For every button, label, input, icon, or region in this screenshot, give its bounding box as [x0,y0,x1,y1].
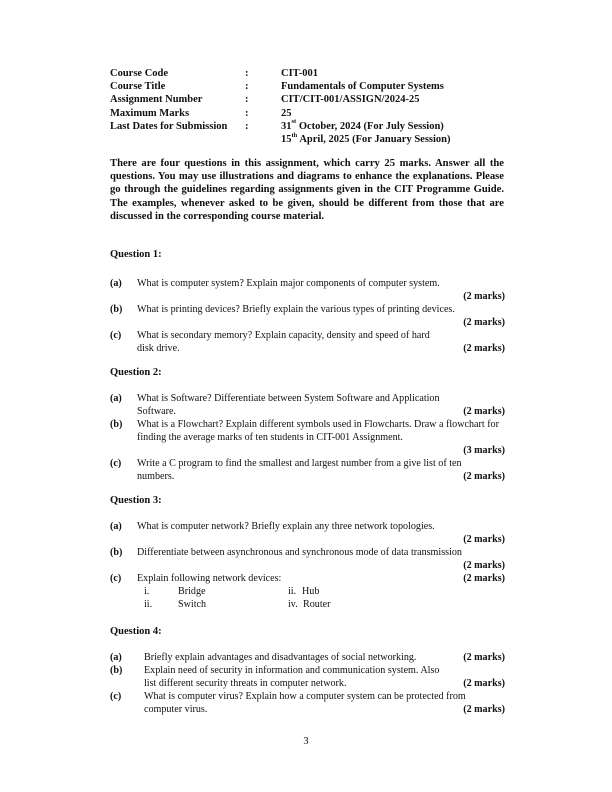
part-marks: (2 marks) [463,317,505,328]
part-label: (c) [110,691,122,702]
device-name: Switch [178,599,207,610]
part-label: (a) [110,278,122,289]
device-name: Hub [302,586,320,597]
part-marks: (2 marks) [463,573,505,584]
question-3b [110,546,505,572]
last-dates-label: Last Dates for Submission [110,120,228,132]
question-1a [110,277,505,303]
question-4b [110,664,505,690]
assignment-number-value: CIT/CIT-001/ASSIGN/2024-25 [281,94,420,106]
july-session-date [281,120,444,133]
assignment-number-row [110,93,451,106]
device-number: ii. [288,586,297,597]
course-code-label: Course Code [110,68,169,79]
part-text: Explain need of security in information and communication system. Also list different security threats in computer network. [144,665,440,690]
part-label: (a) [110,652,122,663]
separator: : [245,81,249,93]
part-text: What is Software? Differentiate between System Software and Application Software. [137,393,440,418]
device-number: iv. [288,599,298,610]
part-label: (a) [110,521,122,532]
course-title-label: Course Title [110,81,166,93]
part-marks: (3 marks) [463,445,505,456]
question-1c [110,329,505,355]
date-suffix: st [291,118,297,126]
date-text: April, 2025 (For January Session) [297,134,451,146]
part-label: (b) [110,304,123,315]
part-label: (b) [110,665,123,676]
device-name: Bridge [178,586,206,597]
january-date-row [110,133,451,146]
part-label: (a) [110,393,122,404]
question-3a [110,520,505,546]
part-marks: (2 marks) [463,471,505,482]
part-label: (b) [110,547,123,558]
part-label: (c) [110,330,122,341]
question-4c [110,690,505,716]
january-session-date [110,133,451,146]
question-2a [110,392,505,418]
question-3-heading: Question 3: [110,495,162,506]
part-text: What is computer virus? Explain how a computer system can be protected from computer virus. [144,691,466,716]
part-marks: (2 marks) [463,406,505,417]
part-marks: (2 marks) [463,652,505,663]
part-marks: (2 marks) [463,291,505,302]
part-text: What is printing devices? Briefly explain the various types of printing devices. [137,304,455,315]
part-label: (c) [110,458,122,469]
assignment-number-label: Assignment Number [110,94,203,106]
question-2-heading: Question 2: [110,367,162,378]
part-marks: (2 marks) [463,343,505,354]
date-text: October, 2024 (For July Session) [296,120,444,132]
separator: : [245,68,249,79]
device-number: ii. [144,599,153,610]
date-suffix: th [291,131,298,139]
question-2c [110,457,505,483]
last-dates-row [110,120,451,133]
question-4a [110,651,505,664]
part-marks: (2 marks) [463,560,505,571]
assignment-header [110,67,451,146]
part-text: What is a Flowchart? Explain different symbols used in Flowcharts. Draw a flowchart for finding the average marks of ten students in CIT-001 Assignment. [137,419,499,444]
separator: : [245,120,249,132]
instructions-paragraph: There are four questions in this assignment, which carry 25 marks. Answer all the questions. You may use illustrations and diagrams to enhance the explanations. Please go through the guidelines regarding assignments given in the CIT Programme Guide. The examples, whenever asked to be given, should be different from those that are discussed in the corresponding course material. [110,158,504,222]
separator: : [245,107,249,119]
question-1-heading: Question 1: [110,249,162,260]
date-day: 31 [281,120,292,132]
part-text: Explain following network devices: [137,573,282,584]
part-label: (b) [110,419,123,430]
course-code-row [110,67,451,80]
maximum-marks-label: Maximum Marks [110,107,190,119]
part-marks: (2 marks) [463,678,505,689]
course-title-value: Fundamentals of Computer Systems [281,81,444,93]
part-text: Write a C program to find the smallest and largest number from a give list of ten numbers. [137,458,462,483]
device-number: i. [144,586,150,597]
maximum-marks-row [110,107,451,120]
question-1b [110,303,505,329]
question-4-heading: Question 4: [110,626,162,637]
part-text: Briefly explain advantages and disadvantages of social networking. [144,652,417,663]
part-text: What is secondary memory? Explain capacity, density and speed of hard disk drive. [137,330,430,355]
part-label: (c) [110,573,122,584]
part-text: Differentiate between asynchronous and synchronous mode of data transmission [137,547,462,558]
date-day: 15 [281,134,292,146]
part-marks: (2 marks) [463,704,505,715]
part-text: What is computer network? Briefly explain any three network topologies. [137,521,435,532]
course-code-value: CIT-001 [281,68,318,79]
part-text: What is computer system? Explain major components of computer system. [137,278,440,289]
page-number: 3 [303,736,309,747]
question-2b [110,418,505,457]
part-marks: (2 marks) [463,534,505,545]
maximum-marks-value: 25 [281,107,292,119]
device-name: Router [303,599,331,610]
course-title-row [110,80,451,93]
separator: : [245,94,249,106]
